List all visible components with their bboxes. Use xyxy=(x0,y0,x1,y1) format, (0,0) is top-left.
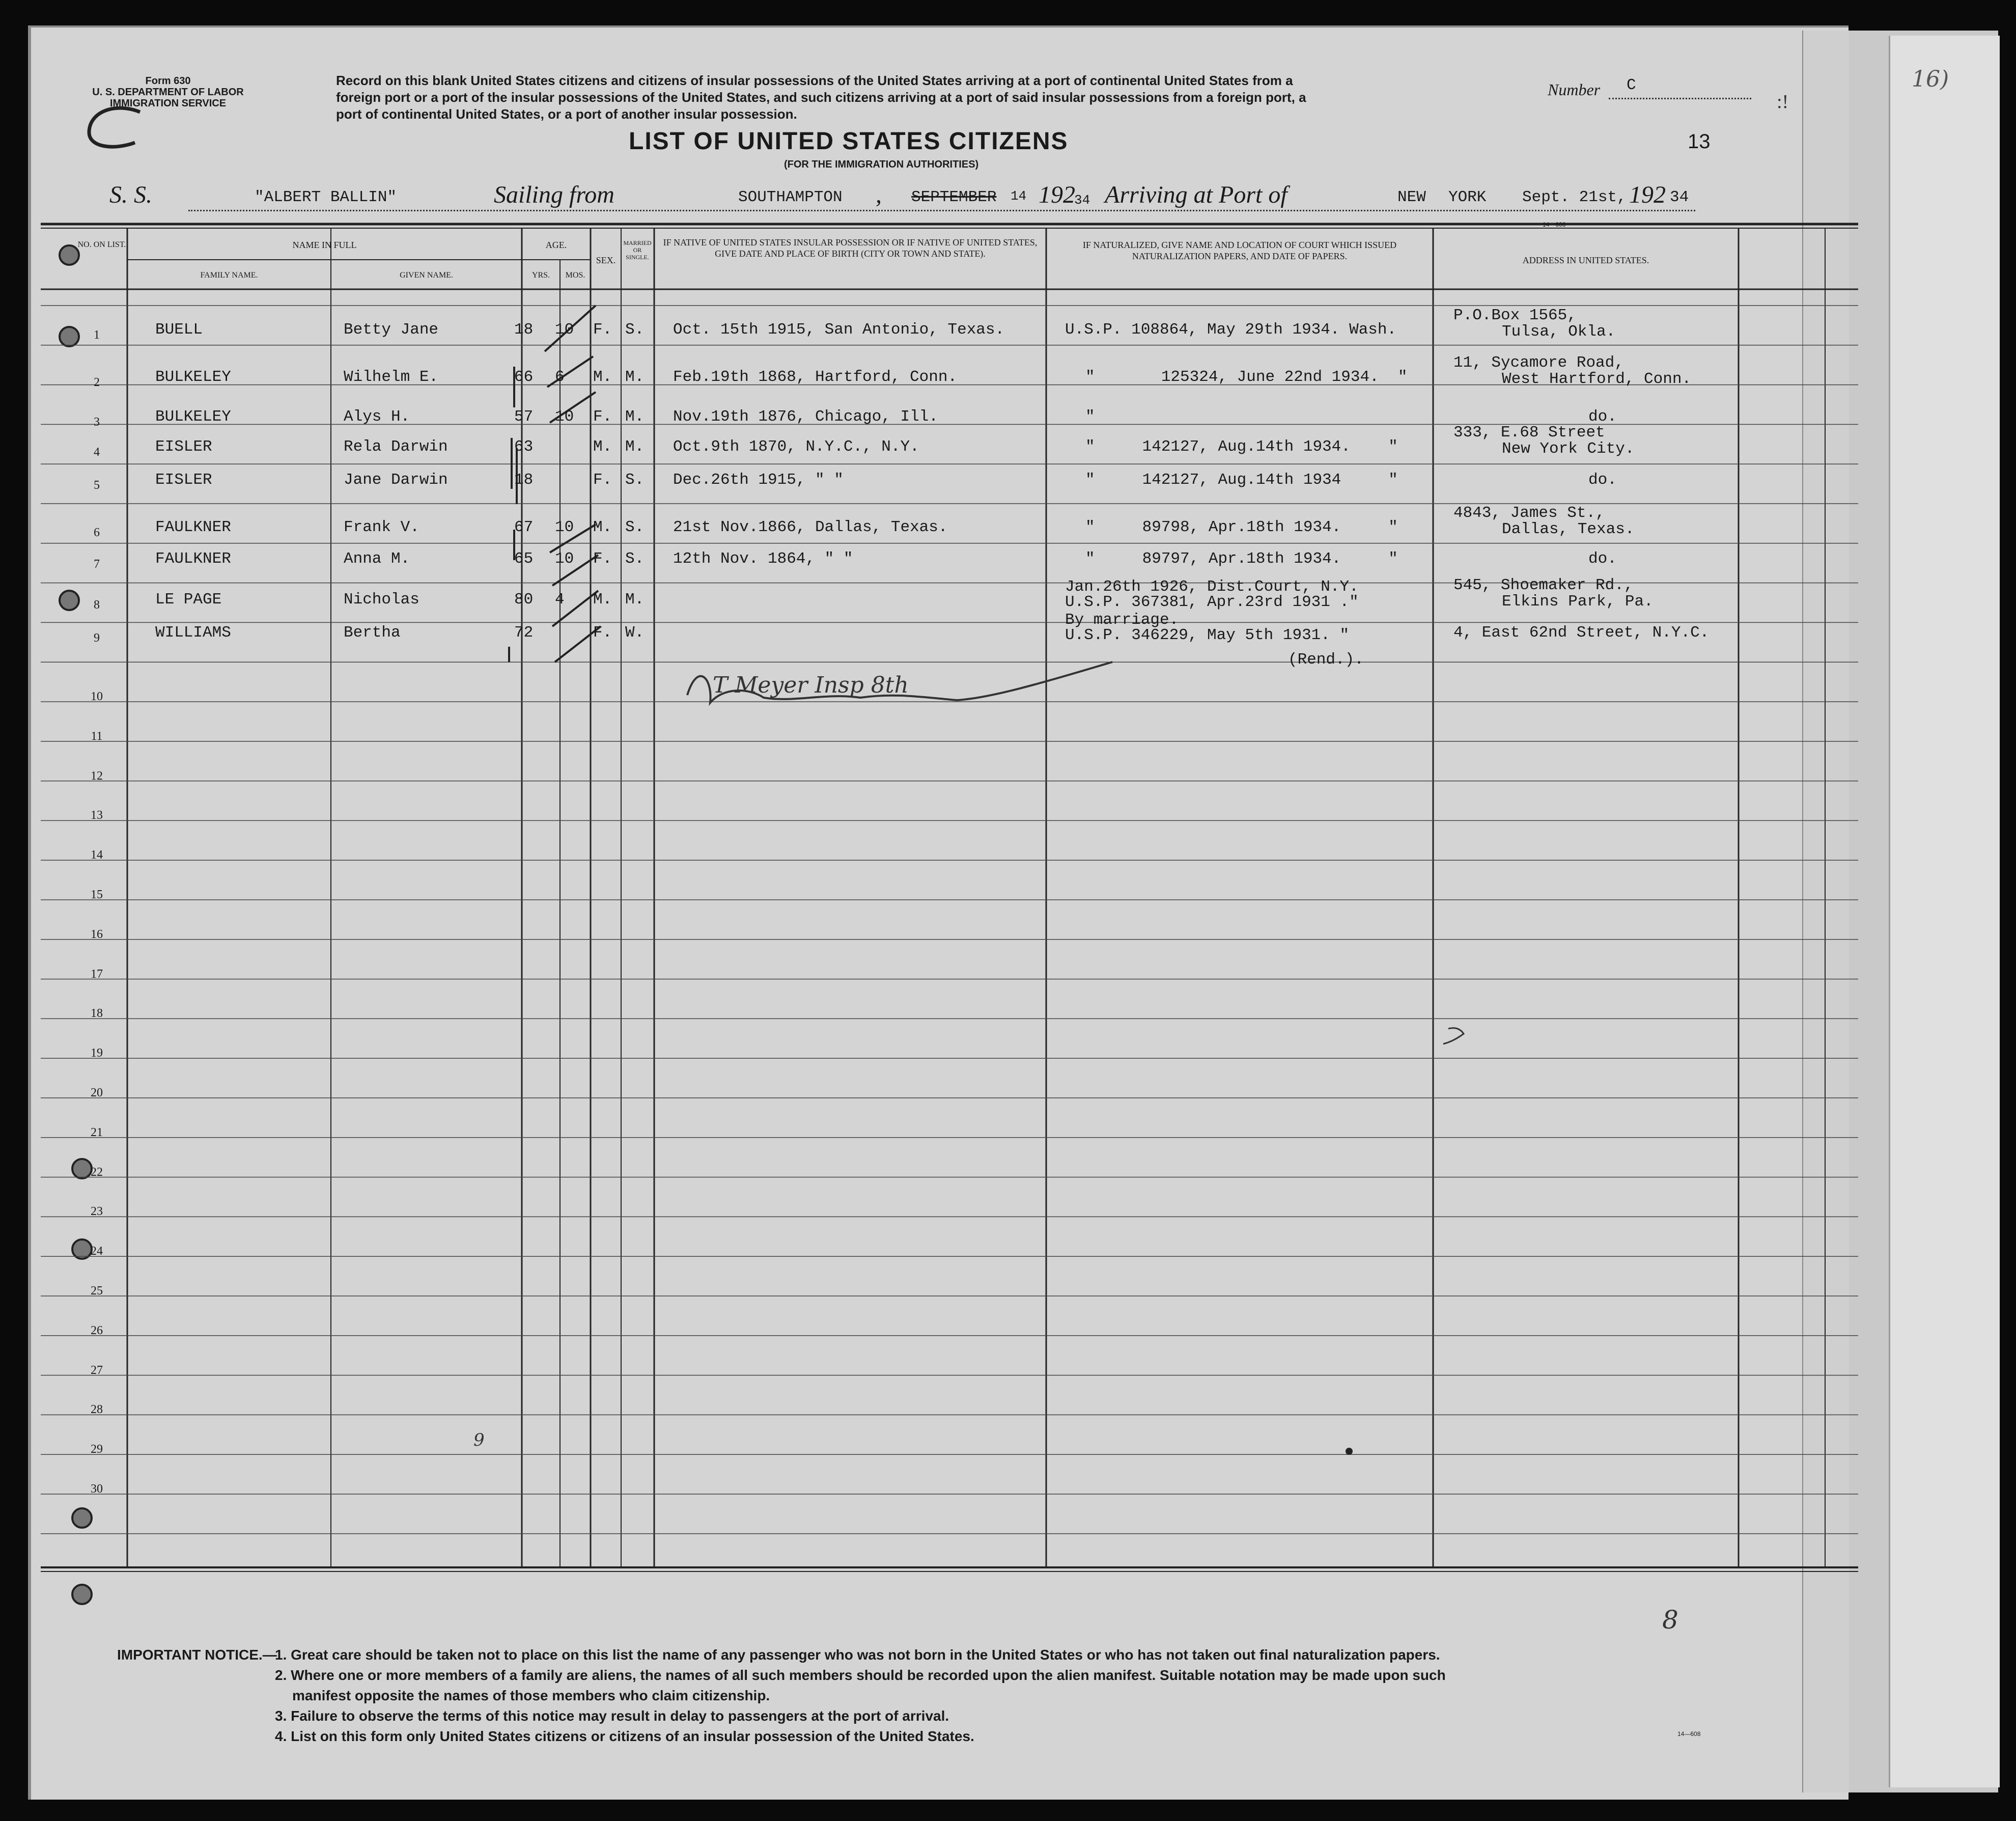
sex-value: M. xyxy=(593,438,612,456)
sex-value: M. xyxy=(593,591,612,609)
sex-value: M. xyxy=(593,518,612,536)
family-name: BUELL xyxy=(155,321,203,339)
arriving-label: Arriving at Port of xyxy=(1105,181,1287,208)
naturalization-info-2: U.S.P. 367381, Apr.23rd 1931 ." xyxy=(1065,593,1359,611)
handwritten-nine: 9 xyxy=(473,1430,485,1450)
col-family-header: FAMILY NAME. xyxy=(200,271,258,280)
address-line-1: P.O.Box 1565, xyxy=(1453,307,1577,324)
row-number: 7 xyxy=(94,558,100,571)
sex-value: F. xyxy=(593,408,612,426)
given-name: Wilhelm E. xyxy=(344,368,439,386)
corner-handwritten-note: 16) xyxy=(1912,66,1949,92)
naturalization-info: " 142127, Aug.14th 1934. " xyxy=(1085,438,1398,456)
row-number: 25 xyxy=(91,1284,103,1298)
row-number: 3 xyxy=(94,416,100,429)
naturalization-info: " xyxy=(1085,408,1095,426)
row-number: 16 xyxy=(91,927,103,941)
notice-block xyxy=(275,1645,1446,1747)
notice-item-4: 4. List on this form only United States citizens or citizens of an insular possession of the United States. xyxy=(275,1728,974,1744)
arrival-date: Sept. 21st, xyxy=(1522,188,1627,206)
department-name: U. S. DEPARTMENT OF LABOR xyxy=(92,87,244,98)
arrival-year-prefix: 192 xyxy=(1629,181,1666,208)
birth-info: Oct.9th 1870, N.Y.C., N.Y. xyxy=(673,438,919,456)
number-label: Number xyxy=(1548,80,1601,99)
naturalization-info: By marriage. xyxy=(1065,611,1179,629)
sex-value: F. xyxy=(593,550,612,568)
age-months: 10 xyxy=(555,408,574,426)
col-given-header: GIVEN NAME. xyxy=(400,271,453,280)
notice-item-1: 1. Great care should be taken not to place on this list the name of any passenger who was not born in the United States or who has not taken out final naturalization papers. xyxy=(275,1647,1440,1663)
notice-heading: IMPORTANT NOTICE.— xyxy=(117,1647,277,1663)
row-number: 21 xyxy=(91,1125,103,1139)
col-no-header: NO. ON LIST. xyxy=(77,240,126,249)
marital-status: S. xyxy=(625,321,645,339)
family-name: LE PAGE xyxy=(155,591,222,609)
given-name: Frank V. xyxy=(344,518,419,536)
col-married-header: MARRIED OR SINGLE. xyxy=(623,239,652,261)
row-number: 5 xyxy=(94,479,100,492)
age-months: 10 xyxy=(555,321,574,339)
naturalization-info: U.S.P. 108864, May 29th 1934. Wash. xyxy=(1065,321,1397,339)
family-name: EISLER xyxy=(155,438,212,456)
age-years: 80 xyxy=(514,591,534,609)
address-line-1: 11, Sycamore Road, xyxy=(1453,354,1624,372)
row-number: 22 xyxy=(91,1165,103,1179)
given-name: Betty Jane xyxy=(344,321,439,339)
given-name: Bertha xyxy=(344,624,401,642)
row-9-rend-note: (Rend.). xyxy=(1288,651,1364,669)
family-name: WILLIAMS xyxy=(155,624,231,642)
birth-info: Oct. 15th 1915, San Antonio, Texas. xyxy=(673,321,1005,339)
address-line-2: West Hartford, Conn. xyxy=(1502,370,1692,388)
address-line-1: do. xyxy=(1588,550,1617,568)
edge-mark: :! xyxy=(1777,91,1789,113)
naturalization-info: " 89798, Apr.18th 1934. " xyxy=(1085,518,1398,536)
row-number: 12 xyxy=(91,769,103,783)
address-line-2: Tulsa, Okla. xyxy=(1502,323,1616,341)
given-name: Alys H. xyxy=(344,408,410,426)
ss-label: S. S. xyxy=(109,181,152,208)
notice-item-2b: manifest opposite the names of those members who claim citizenship. xyxy=(292,1688,770,1703)
col-sex-header: SEX. xyxy=(596,255,616,265)
col-name-header: NAME IN FULL xyxy=(292,240,357,250)
arrival-port-b: YORK xyxy=(1448,188,1487,206)
departure-port: SOUTHAMPTON xyxy=(738,188,843,206)
naturalization-info: " 89797, Apr.18th 1934. " xyxy=(1085,550,1398,568)
naturalization-info: " 142127, Aug.14th 1934 " xyxy=(1085,471,1398,489)
address-line-2: Elkins Park, Pa. xyxy=(1502,593,1654,611)
age-years: 72 xyxy=(514,624,534,642)
birth-info: 12th Nov. 1864, " " xyxy=(673,550,853,568)
marital-status: S. xyxy=(625,518,645,536)
record-line-3: port of continental United States, or a port of another insular possession. xyxy=(336,106,797,122)
col-address-header: ADDRESS IN UNITED STATES. xyxy=(1522,255,1649,265)
row-number: 4 xyxy=(94,446,100,459)
row-number: 11 xyxy=(91,729,103,743)
naturalization-info-2: U.S.P. 346229, May 5th 1931. " xyxy=(1065,626,1350,644)
page-number: 13 xyxy=(1688,130,1711,153)
address-line-1: do. xyxy=(1588,471,1617,489)
family-name: BULKELEY xyxy=(155,368,231,386)
col-mos-header: MOS. xyxy=(565,271,585,280)
marital-status: M. xyxy=(625,368,645,386)
row-number: 9 xyxy=(94,631,100,645)
family-name: BULKELEY xyxy=(155,408,231,426)
naturalization-info: Jan.26th 1926, Dist.Court, N.Y. xyxy=(1065,578,1359,596)
age-years: 67 xyxy=(514,518,534,536)
family-name: FAULKNER xyxy=(155,550,231,568)
row-number: 13 xyxy=(91,809,103,822)
stray-mark xyxy=(1443,1028,1464,1044)
arrival-year: 34 xyxy=(1670,188,1689,206)
marital-status: M. xyxy=(625,408,645,426)
marital-status: M. xyxy=(625,438,645,456)
row-number: 29 xyxy=(91,1443,103,1456)
address-line-1: 545, Shoemaker Rd., xyxy=(1453,576,1634,594)
sailing-day: 14 xyxy=(1011,188,1027,204)
age-months: 10 xyxy=(555,550,574,568)
row-number: 28 xyxy=(91,1403,103,1417)
age-years: 63 xyxy=(514,438,534,456)
address-line-2: New York City. xyxy=(1502,440,1635,458)
row-number: 19 xyxy=(91,1046,103,1060)
row-number: 17 xyxy=(91,967,103,981)
birth-info: Feb.19th 1868, Hartford, Conn. xyxy=(673,368,958,386)
row-number: 24 xyxy=(91,1245,103,1258)
birth-info: 21st Nov.1866, Dallas, Texas. xyxy=(673,518,948,536)
address-line-2: Dallas, Texas. xyxy=(1502,520,1635,538)
marital-status: S. xyxy=(625,550,645,568)
comma-sep: , xyxy=(876,181,882,208)
age-years: 57 xyxy=(514,408,534,426)
sex-value: F. xyxy=(593,471,612,489)
address-line-1: 4843, James St., xyxy=(1453,504,1605,522)
row-number: 2 xyxy=(94,376,100,389)
number-value: C xyxy=(1627,76,1636,94)
handwritten-page-8: 8 xyxy=(1662,1605,1678,1635)
sex-value: F. xyxy=(593,321,612,339)
given-name: Anna M. xyxy=(344,550,410,568)
row-number: 18 xyxy=(91,1007,103,1020)
notice-code: 14—608 xyxy=(1677,1730,1701,1737)
row-number: 6 xyxy=(94,526,100,539)
header-code: 14—608 xyxy=(1543,221,1566,228)
age-months: 4 xyxy=(555,591,565,609)
family-name: EISLER xyxy=(155,471,212,489)
birth-info: Dec.26th 1915, " " xyxy=(673,471,844,489)
family-name: FAULKNER xyxy=(155,518,231,536)
col-naturalized-header: IF NATURALIZED, GIVE NAME AND LOCATION OF COURT WHICH ISSUED NATURALIZATION PAPERS, AND DATE OF PAPERS. xyxy=(1082,240,1397,261)
col-yrs-header: YRS. xyxy=(531,271,550,280)
record-line-1: Record on this blank United States citizens and citizens of insular possessions of the United States arriving at a port of continental United States from a xyxy=(336,73,1293,88)
age-years: 65 xyxy=(514,550,534,568)
arrival-port-a: NEW xyxy=(1397,188,1426,206)
record-line-2: foreign port or a port of the insular possessions of the United States, and such citizens arriving at a port of said insular possessions from a foreign port, a xyxy=(336,90,1306,105)
address-line-1: 4, East 62nd Street, N.Y.C. xyxy=(1453,624,1710,642)
age-months: 6 xyxy=(555,368,565,386)
row-number: 15 xyxy=(91,888,103,901)
address-line-1: 333, E.68 Street xyxy=(1453,424,1605,442)
row-number: 26 xyxy=(91,1323,103,1337)
col-age-header: AGE. xyxy=(545,240,567,250)
ink-dot xyxy=(1346,1448,1353,1455)
row-number: 1 xyxy=(94,328,100,342)
ship-name: "ALBERT BALLIN" xyxy=(255,188,397,206)
marital-status: S. xyxy=(625,471,645,489)
row-number: 14 xyxy=(91,848,103,862)
sailing-month: SEPTEMBER xyxy=(911,188,997,206)
age-years: 66 xyxy=(514,368,534,386)
row-number: 8 xyxy=(94,598,100,612)
sex-value: F. xyxy=(593,624,612,642)
age-years: 18 xyxy=(514,321,534,339)
birth-info: Nov.19th 1876, Chicago, Ill. xyxy=(673,408,938,426)
given-name: Rela Darwin xyxy=(344,438,448,456)
age-months: 10 xyxy=(555,518,574,536)
given-name: Jane Darwin xyxy=(344,471,448,489)
col-native-header: IF NATIVE OF UNITED STATES INSULAR POSSESSION OR IF NATIVE OF UNITED STATES, GIVE DATE AND PLACE OF BIRTH (CITY OR TOWN AND STATE). xyxy=(663,237,1038,259)
page-subtitle: (FOR THE IMMIGRATION AUTHORITIES) xyxy=(784,159,979,170)
naturalization-info: " 125324, June 22nd 1934. " xyxy=(1085,368,1408,386)
row-number: 30 xyxy=(91,1482,103,1496)
given-name: Nicholas xyxy=(344,591,419,609)
form-number: Form 630 xyxy=(145,75,191,87)
sailing-from-label: Sailing from xyxy=(494,181,614,208)
marital-status: M. xyxy=(625,591,645,609)
service-name: IMMIGRATION SERVICE xyxy=(109,98,227,109)
row-number: 10 xyxy=(91,690,103,703)
sailing-year-prefix: 192 xyxy=(1039,181,1075,208)
notice-item-3: 3. Failure to observe the terms of this notice may result in delay to passengers at the port of arrival. xyxy=(275,1708,949,1724)
page-title: LIST OF UNITED STATES CITIZENS xyxy=(629,128,1069,155)
inspector-signature: T Meyer Insp 8th xyxy=(713,672,909,698)
row-number: 27 xyxy=(91,1363,103,1377)
age-years: 18 xyxy=(514,471,534,489)
notice-item-2a: 2. Where one or more members of a family are aliens, the names of all such members should be recorded upon the alien manifest. Suitable notation may be made upon such xyxy=(275,1667,1446,1683)
address-line-1: do. xyxy=(1588,408,1617,426)
sex-value: M. xyxy=(593,368,612,386)
sailing-year: 34 xyxy=(1074,192,1090,208)
marital-status: W. xyxy=(625,624,645,642)
row-number: 23 xyxy=(91,1205,103,1219)
row-number: 20 xyxy=(91,1086,103,1099)
